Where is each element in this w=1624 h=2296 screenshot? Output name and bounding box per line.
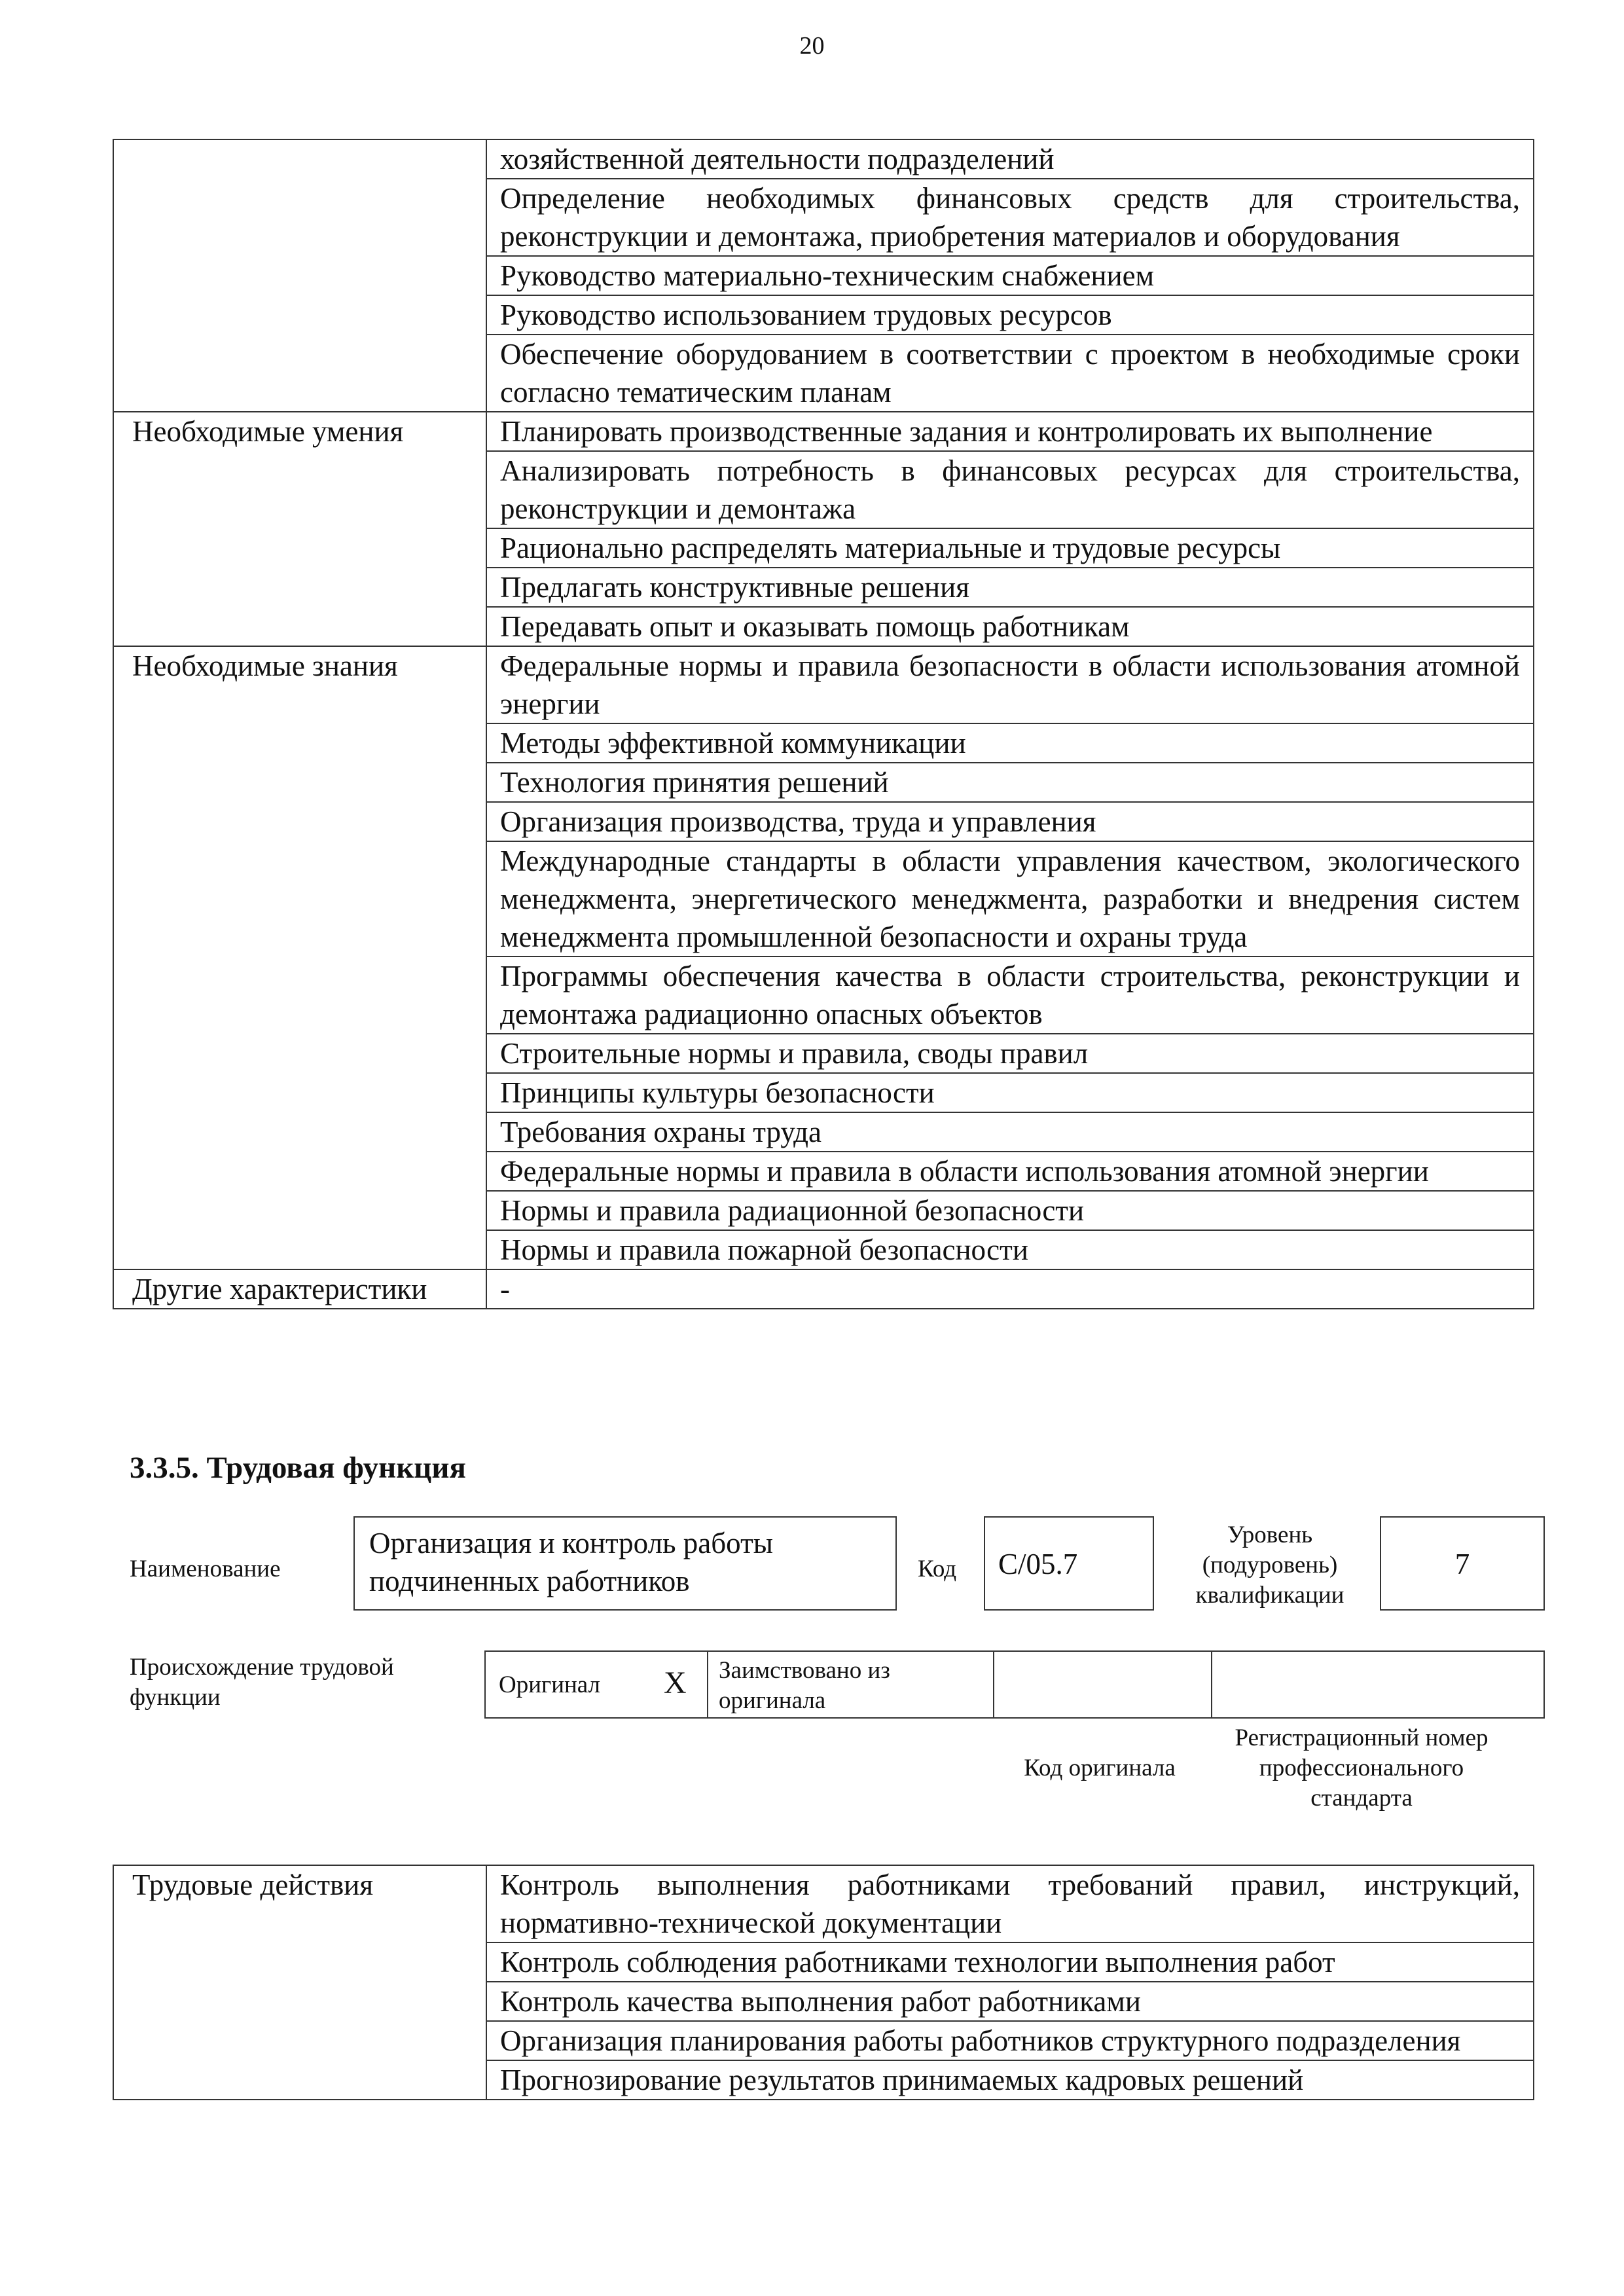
table-cell: Федеральные нормы и правила безопасности в области использования атомной энергии [486, 646, 1534, 723]
function-name: Организация и контроль работы подчиненных работников [369, 1527, 773, 1597]
reg-number-caption: Регистрационный номер профессионального стандарта [1235, 1724, 1489, 1812]
table-cell: Контроль выполнения работниками требований правил, инструкций, нормативно-технической документации [486, 1865, 1534, 1942]
table-row [113, 1269, 1534, 1309]
original-mark: X [664, 1666, 687, 1700]
table-cell: Федеральные нормы и правила в области использования атомной энергии [486, 1152, 1534, 1191]
level-value: 7 [1454, 1548, 1470, 1580]
code-label: Код [918, 1556, 957, 1582]
table-cell: Требования охраны труда [486, 1112, 1534, 1152]
divider [1211, 1652, 1212, 1717]
table-row [113, 646, 1534, 723]
table-cell: Предлагать конструктивные решения [486, 568, 1534, 607]
table-cell: Руководство материально-техническим снабжением [486, 256, 1534, 295]
requirements-table [113, 139, 1534, 1309]
table-cell: Нормы и правила пожарной безопасности [486, 1230, 1534, 1269]
table-cell: Организация производства, труда и управления [486, 802, 1534, 841]
table-cell: Контроль качества выполнения работ работниками [486, 1982, 1534, 2021]
level-box [1380, 1516, 1545, 1611]
table-cell: Технология принятия решений [486, 763, 1534, 802]
table-cell: Строительные нормы и правила, своды правил [486, 1034, 1534, 1073]
table-cell: Организация планирования работы работников структурного подразделения [486, 2021, 1534, 2060]
table-row [113, 139, 1534, 179]
table-row [113, 412, 1534, 451]
table-cell: Передавать опыт и оказывать помощь работникам [486, 607, 1534, 646]
divider [993, 1652, 994, 1717]
table-cell: хозяйственной деятельности подразделений [486, 139, 1534, 179]
code-original-caption: Код оригинала [1024, 1755, 1176, 1781]
table-cell: Рационально распределять материальные и трудовые ресурсы [486, 528, 1534, 568]
divider [707, 1652, 708, 1717]
code-value: C/05.7 [998, 1548, 1078, 1580]
table-cell: Международные стандарты в области управления качеством, экологического менеджмента, энергетического менеджмента, разработки и внедрения систем менеджмента промышленной безопасности и охраны труда [486, 841, 1534, 957]
table-cell: Прогнозирование результатов принимаемых кадровых решений [486, 2060, 1534, 2100]
table-cell: Программы обеспечения качества в области строительства, реконструкции и демонтажа радиационно опасных объектов [486, 957, 1534, 1034]
table-cell: Принципы культуры безопасности [486, 1073, 1534, 1112]
origin-table [484, 1650, 1545, 1719]
table-cell: Анализировать потребность в финансовых ресурсах для строительства, реконструкции и демонтажа [486, 451, 1534, 528]
row-label: Трудовые действия [113, 1865, 486, 2100]
labor-actions-table [113, 1865, 1534, 2100]
table-cell: Нормы и правила радиационной безопасности [486, 1191, 1534, 1230]
table-cell: Определение необходимых финансовых средств для строительства, реконструкции и демонтажа, приобретения материалов и оборудования [486, 179, 1534, 256]
row-label: Необходимые знания [113, 646, 486, 1269]
section-heading: 3.3.5. Трудовая функция [130, 1451, 466, 1485]
table-cell: Руководство использованием трудовых ресурсов [486, 295, 1534, 335]
table-cell: Планировать производственные задания и контролировать их выполнение [486, 412, 1534, 451]
origin-label: Происхождение трудовой функции [130, 1654, 394, 1711]
function-name-box [353, 1516, 897, 1611]
table-cell: Методы эффективной коммуникации [486, 723, 1534, 763]
code-box [984, 1516, 1154, 1611]
table-row [113, 1865, 1534, 1942]
table-cell: - [486, 1269, 1534, 1309]
row-label: Другие характеристики [113, 1269, 486, 1309]
name-label: Наименование [130, 1556, 281, 1582]
row-label [113, 139, 486, 412]
page-number: 20 [799, 32, 825, 60]
borrowed-label: Заимствовано из оригинала [719, 1657, 890, 1714]
original-label: Оригинал [499, 1671, 601, 1698]
level-label: Уровень (подуровень) квалификации [1195, 1522, 1344, 1609]
table-cell: Обеспечение оборудованием в соответствии с проектом в необходимые сроки согласно тематическим планам [486, 335, 1534, 412]
row-label: Необходимые умения [113, 412, 486, 646]
table-cell: Контроль соблюдения работниками технологии выполнения работ [486, 1942, 1534, 1982]
